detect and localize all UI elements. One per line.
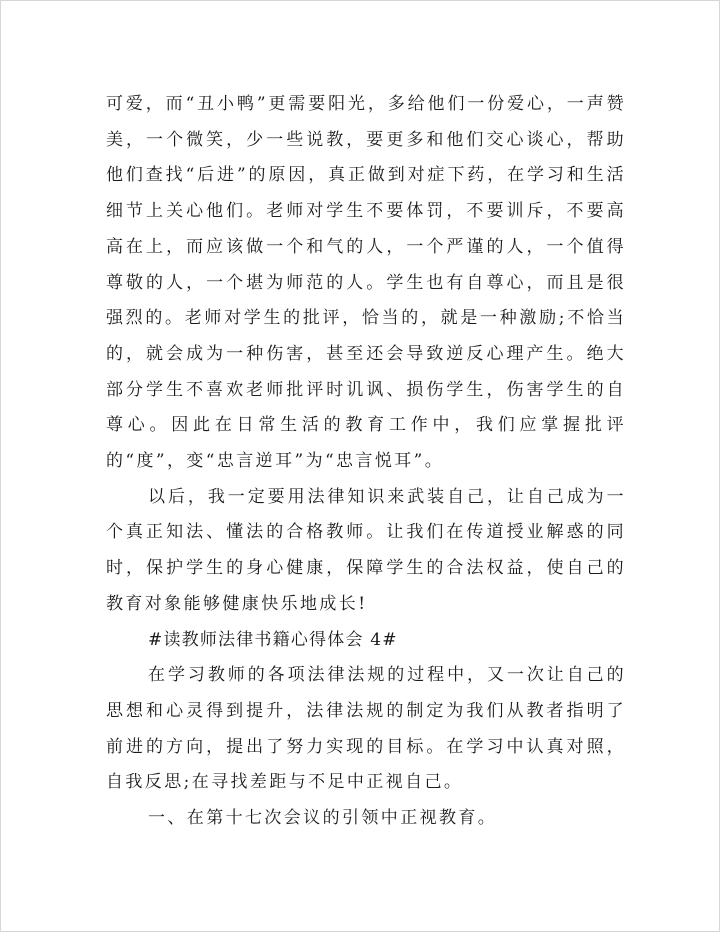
paragraph-1: 可爱，而“丑小鸭”更需要阳光，多给他们一份爱心，一声赞美，一个微笑，少一些说教，要更多和他们交心谈心，帮助他们查找“后进”的原因，真正做到对症下药，在学习和生活细节上关心他们。老师对学生不要体罚，不要训斥，不要高高在上，而应该做一个和气的人，一个严谨的人，一个值得尊敬的人，一个堪为师范的人。学生也有自尊心，而且是很强烈的。老师对学生的批评，恰当的，就是一种激励;不恰当的，就会成为一种伤害，甚至还会导致逆反心理产生。绝大部分学生不喜欢老师批评时讥讽、损伤学生，伤害学生的自尊心。因此在日常生活的教育工作中，我们应掌握批评的“度”，变“忠言逆耳”为“忠言悦耳”。: [106, 94, 626, 472]
document-body: [106, 87, 626, 837]
paragraph-3: 在学习教师的各项法律法规的过程中，又一次让自己的思想和心灵得到提升，法律法规的制定为我们从教者指明了前进的方向，提出了努力实现的目标。在学习中认真对照，自我反思;在寻找差距与不足中正视自己。: [106, 665, 626, 793]
paragraph-4: 一、在第十七次会议的引领中正视教育。: [148, 808, 498, 829]
paragraph-2: 以后，我一定要用法律知识来武装自己，让自己成为一个真正知法、懂法的合格教师。让我们在传道授业解惑的同时，保护学生的身心健康，保障学生的合法权益，使自己的教育对象能够健康快乐地成长!: [106, 486, 626, 614]
section-heading: #读教师法律书籍心得体会 4#: [148, 629, 398, 650]
